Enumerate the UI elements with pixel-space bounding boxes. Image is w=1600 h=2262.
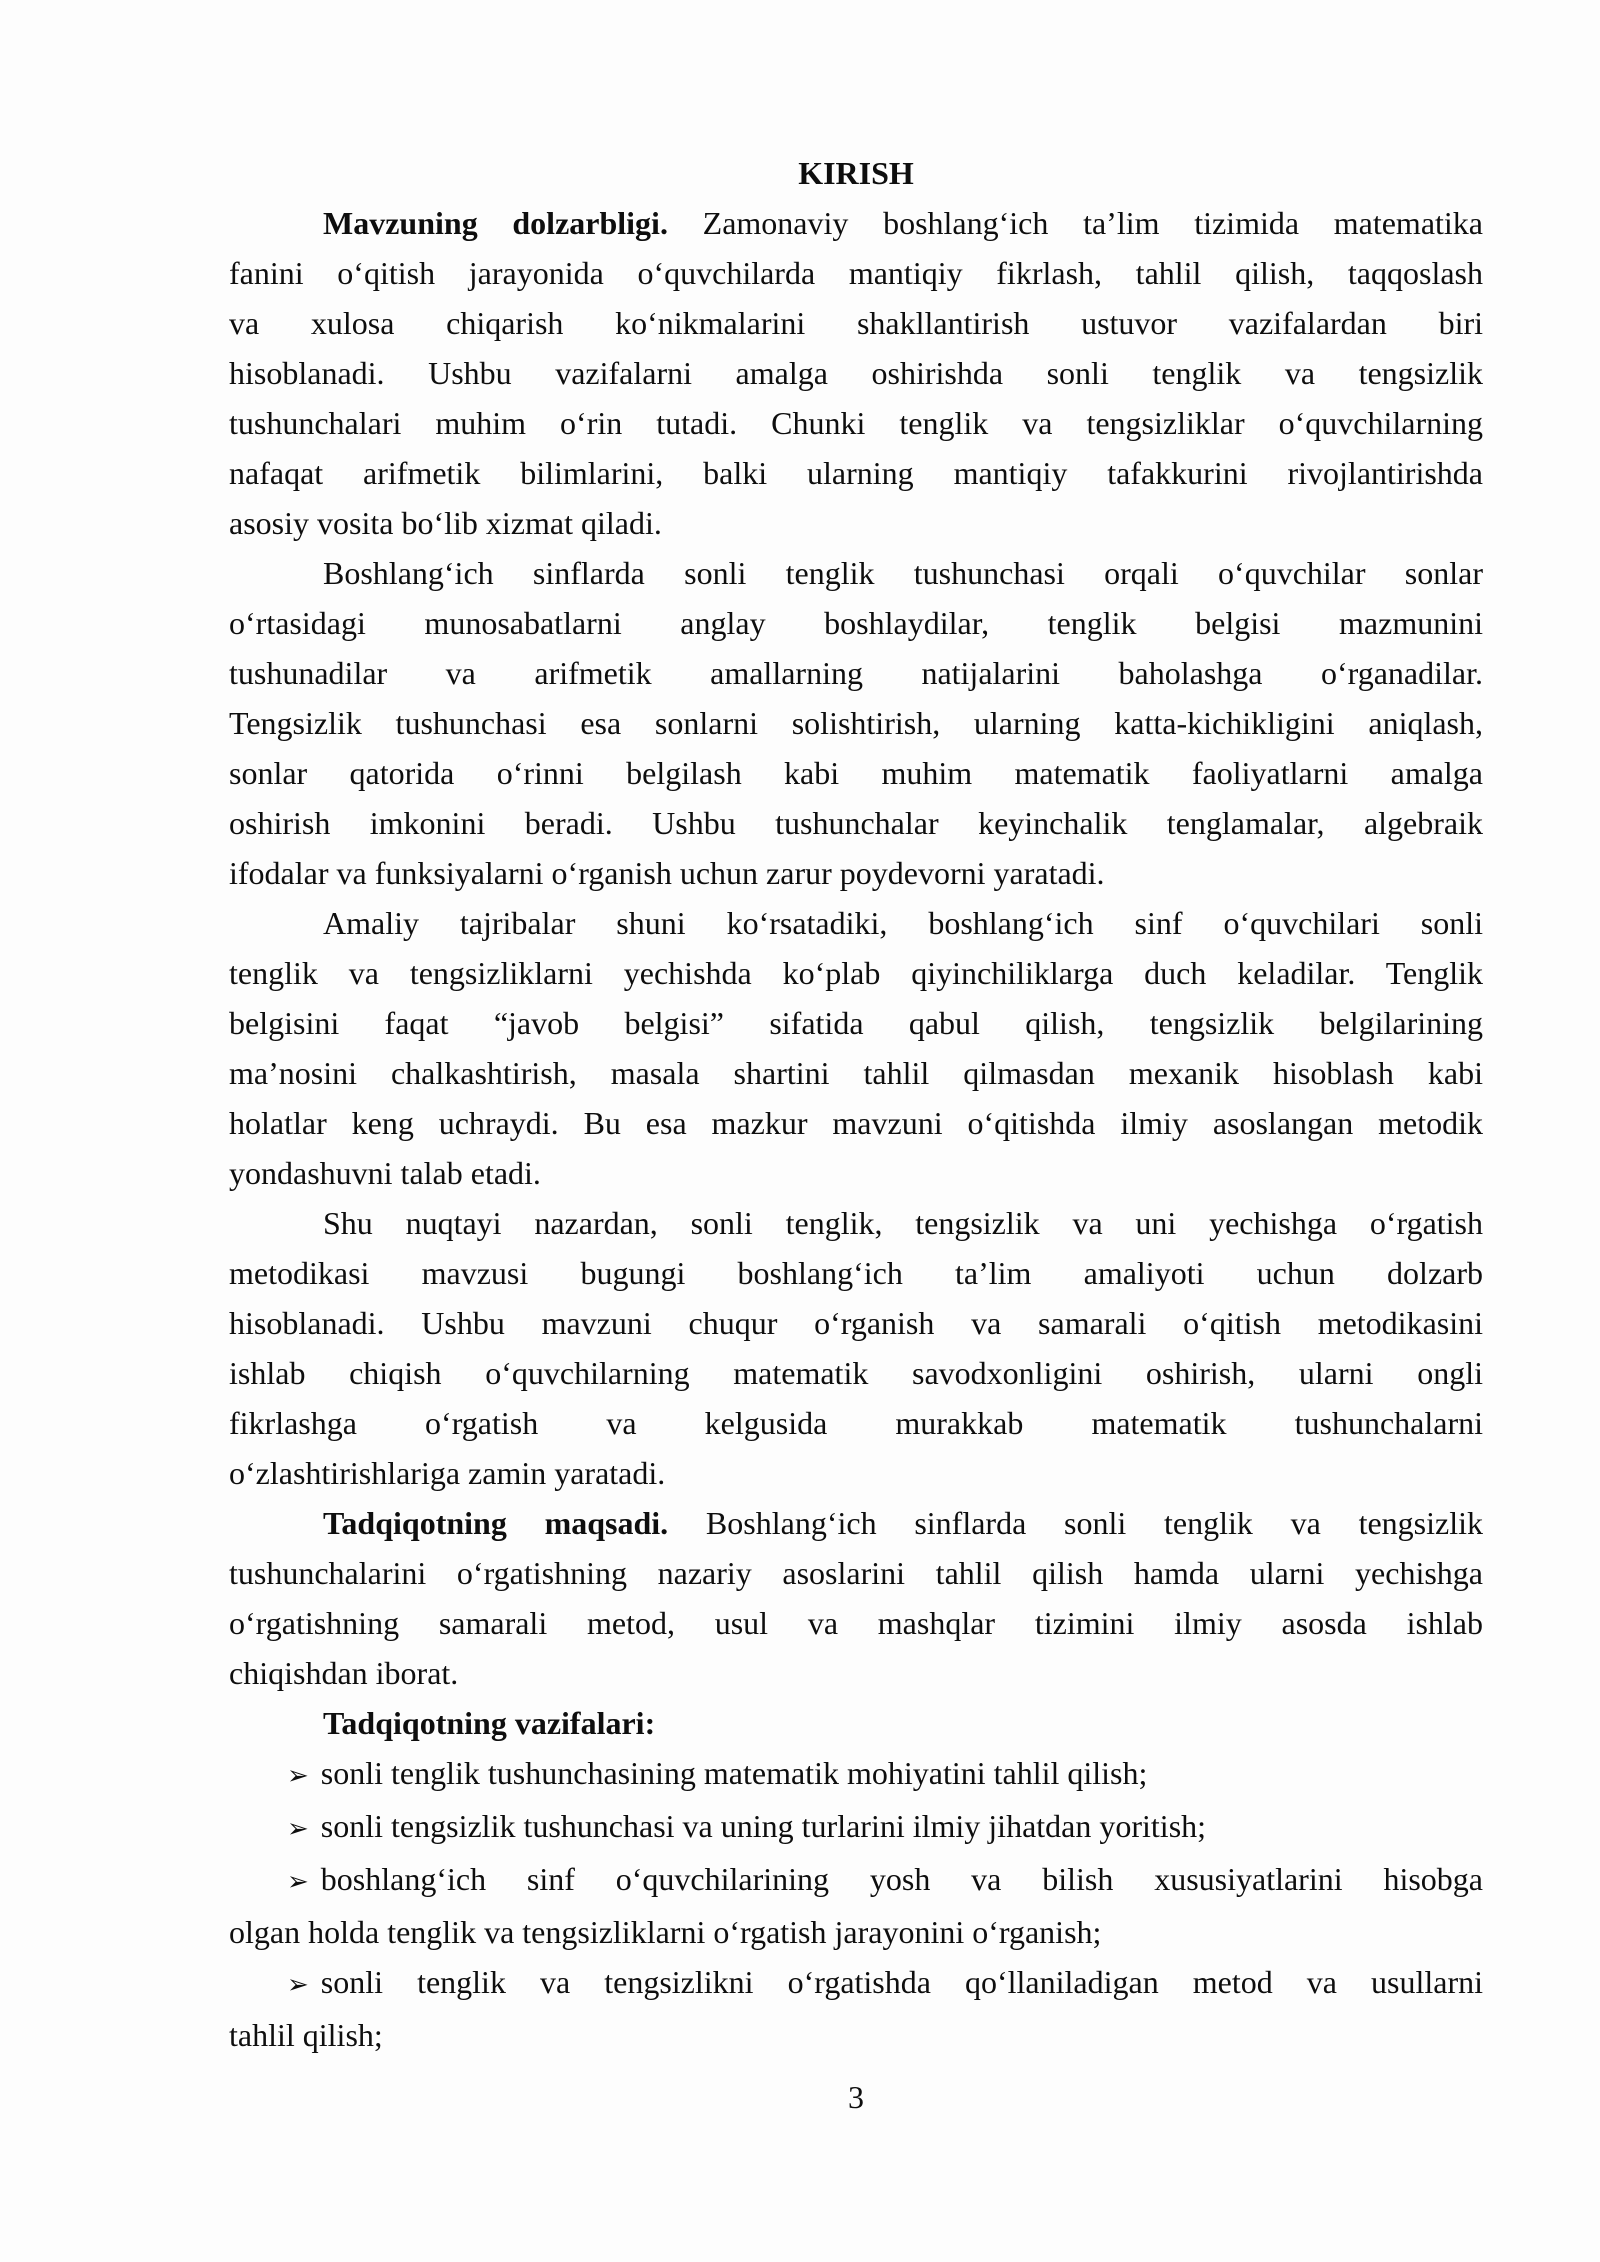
line-text: tushunchalarini oʻrgatishning nazariy asoslarini tahlil qilish hamda ularni yechishga [229,1555,1483,1591]
text-line [229,148,1483,198]
line-text: va xulosa chiqarish koʻnikmalarini shakllantirish ustuvor vazifalardan biri [229,305,1483,341]
text-line [229,1498,1483,1548]
line-text: nafaqat arifmetik bilimlarini, balki ularning mantiqiy tafakkurini rivojlantirishda [229,455,1483,491]
line-text: asosiy vosita boʻlib xizmat qiladi. [229,505,662,541]
text-line [229,748,1483,798]
line-text: oʻzlashtirishlariga zamin yaratadi. [229,1455,666,1491]
text-line [229,1098,1483,1148]
line-text: oʻrtasidagi munosabatlarni anglay boshlaydilar, tenglik belgisi mazmunini [229,605,1483,641]
line-text: KIRISH [798,155,914,191]
bold-lead-text: Tadqiqotning vazifalari: [323,1705,656,1741]
text-line [229,348,1483,398]
line-text: ifodalar va funksiyalarni oʻrganish uchun zarur poydevorni yaratadi. [229,855,1105,891]
text-line [229,1854,1483,1907]
line-text: metodikasi mavzusi bugungi boshlangʻich taʼlim amaliyoti uchun dolzarb [229,1255,1483,1291]
line-text: oʻrgatishning samarali metod, usul va mashqlar tizimini ilmiy asosda ishlab [229,1605,1483,1641]
section-heading [229,1698,1483,1748]
text-line [229,798,1483,848]
line-text: ishlab chiqish oʻquvchilarning matematik savodxonligini oshirish, ularni ongli [229,1355,1483,1391]
text-line [229,1398,1483,1448]
line-text: Tengsizlik tushunchasi esa sonlarni solishtirish, ularning katta-kichikligini aniqlash, [229,705,1483,741]
line-text: sonlar qatorida oʻrinni belgilash kabi muhim matematik faoliyatlarni amalga [229,755,1483,791]
document-title [229,148,1483,198]
line-text: Amaliy tajribalar shuni koʻrsatadiki, boshlangʻich sinf oʻquvchilari sonli [323,905,1483,941]
line-text: olgan holda tenglik va tengsizliklarni oʻrgatish jarayonini oʻrganish; [229,1914,1102,1950]
text-line [229,548,1483,598]
text-line [229,1648,1483,1698]
text-line [229,2010,1483,2060]
text-line [229,298,1483,348]
line-text: hisoblanadi. Ushbu vazifalarni amalga oshirishda sonli tenglik va tengsizlik [229,355,1483,391]
line-text: oshirish imkonini beradi. Ushbu tushunchalar keyinchalik tenglamalar, algebraik [229,805,1483,841]
line-text: sonli tenglik tushunchasining matematik mohiyatini tahlil qilish; [320,1755,1148,1791]
line-text: Boshlangʻich sinflarda sonli tenglik va tengsizlik [668,1505,1483,1541]
text-line [229,1148,1483,1198]
paragraph [229,898,1483,1198]
text-line [229,1298,1483,1348]
text-line [229,198,1483,248]
line-text: Zamonaviy boshlangʻich taʼlim tizimida matematika [667,205,1484,241]
line-text: belgisini faqat “javob belgisi” sifatida qabul qilish, tengsizlik belgilarining [229,1005,1483,1041]
list-item [229,1801,1483,1854]
text-line [229,648,1483,698]
text-line [229,1598,1483,1648]
line-text: Boshlangʻich sinflarda sonli tenglik tushunchasi orqali oʻquvchilar sonlar [323,555,1483,591]
line-text: fikrlashga oʻrgatish va kelgusida murakkab matematik tushunchalarni [229,1405,1483,1441]
paragraph [229,1198,1483,1498]
text-line [229,998,1483,1048]
line-text: hisoblanadi. Ushbu mavzuni chuqur oʻrganish va samarali oʻqitish metodikasini [229,1305,1483,1341]
bold-lead-text: Mavzuning dolzarbligi. [323,205,668,241]
line-text: tahlil qilish; [229,2017,383,2053]
line-text: sonli tengsizlik tushunchasi va uning turlarini ilmiy jihatdan yoritish; [320,1808,1207,1844]
line-text: yondashuvni talab etadi. [229,1155,541,1191]
text-line [229,498,1483,548]
paragraph [229,548,1483,898]
list-item [229,1957,1483,2060]
text-line [229,1748,1483,1801]
line-text: boshlangʻich sinf oʻquvchilarining yosh va bilish xususiyatlarini hisobga [320,1861,1483,1897]
list-item [229,1748,1483,1801]
line-text: fanini oʻqitish jarayonida oʻquvchilarda mantiqiy fikrlash, tahlil qilish, taqqoslash [229,255,1483,291]
text-line [229,1248,1483,1298]
arrow-bullet-icon: ➢ [287,1814,309,1844]
text-line [229,1957,1483,2010]
text-line [229,1801,1483,1854]
paragraph [229,1498,1483,1698]
arrow-bullet-icon: ➢ [287,1970,309,2000]
line-text: holatlar keng uchraydi. Bu esa mazkur mavzuni oʻqitishda ilmiy asoslangan metodik [229,1105,1483,1141]
line-text: sonli tenglik va tengsizlikni oʻrgatishda qoʻllaniladigan metod va usullarni [320,1964,1483,2000]
arrow-bullet-icon: ➢ [287,1867,309,1897]
list-item [229,1854,1483,1957]
bold-lead-text: Tadqiqotning maqsadi. [323,1505,669,1541]
text-line [229,1548,1483,1598]
text-line [229,898,1483,948]
text-line [229,248,1483,298]
arrow-bullet-icon: ➢ [287,1761,309,1791]
text-line [229,698,1483,748]
page-footer [229,2072,1483,2122]
text-line [229,1048,1483,1098]
line-text: tushunchalari muhim oʻrin tutadi. Chunki tenglik va tengsizliklar oʻquvchilarning [229,405,1483,441]
line-text: Shu nuqtayi nazardan, sonli tenglik, tengsizlik va uni yechishga oʻrgatish [323,1205,1483,1241]
text-line [229,1907,1483,1957]
text-line [229,1198,1483,1248]
document-body [229,148,1483,2060]
text-line [229,398,1483,448]
line-text: chiqishdan iborat. [229,1655,459,1691]
line-text: tushunadilar va arifmetik amallarning natijalarini baholashga oʻrganadilar. [229,655,1483,691]
paragraph [229,198,1483,548]
text-line [229,598,1483,648]
text-line [229,1698,1483,1748]
text-line [229,1348,1483,1398]
line-text: tenglik va tengsizliklarni yechishda koʻplab qiyinchiliklarga duch keladilar. Tenglik [229,955,1483,991]
text-line [229,848,1483,898]
text-line [229,448,1483,498]
page-number: 3 [848,2079,864,2115]
text-line [229,948,1483,998]
line-text: maʼnosini chalkashtirish, masala shartini tahlil qilmasdan mexanik hisoblash kabi [229,1055,1483,1091]
text-line [229,1448,1483,1498]
